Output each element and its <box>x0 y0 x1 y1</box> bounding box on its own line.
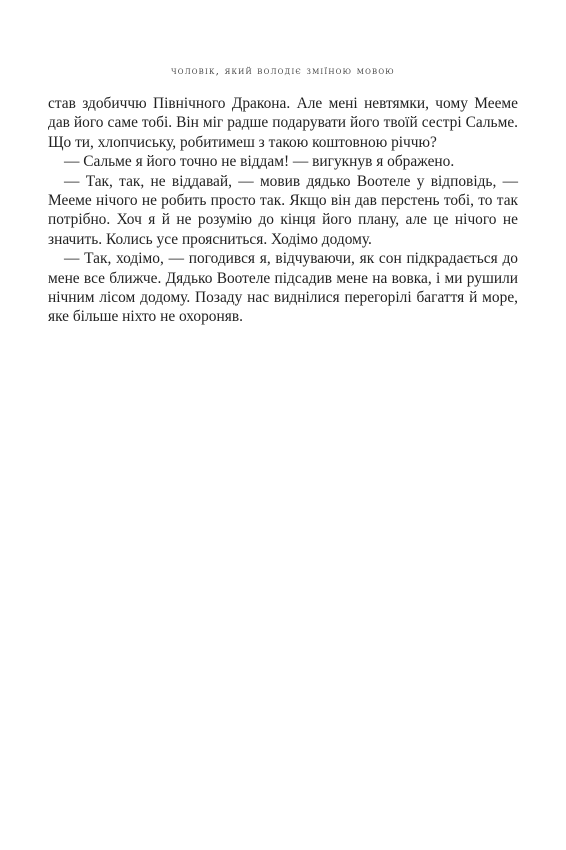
paragraph-dialogue-2: — Так, так, не віддавай, — мовив дядько Воотеле у відповідь, — Мееме нічого не робить просто так. Якщо він дав перстень тобі, то так потрібно. Хоч я й не розумію до кінця його плану, але це нічого не значить. Колись усе проясниться. Ходімо додому. <box>48 172 518 248</box>
paragraph-dialogue-1: — Сальме я його точно не віддам! — вигукнув я ображено. <box>64 153 455 171</box>
body-text <box>48 94 518 327</box>
paragraph-continuation: став здобиччю Північного Дракона. Але мені невтямки, чому Мееме дав його саме тобі. Він міг радше подарувати його твоїй сестрі Сальме. Що ти, хлопчиську, робитимеш з такою коштовною річчю? <box>48 95 518 151</box>
running-head: чоловік, який володіє зміїною мовою <box>171 65 395 77</box>
paragraph-dialogue-3: — Так, ходімо, — погодився я, відчуваючи, як сон підкрадається до мене все ближче. Дядько Воотеле підсадив мене на вовка, і ми рушили нічним лісом додому. Позаду нас виднілися перегорілі багаття й море, яке більше ніхто не охороняв. <box>48 250 518 326</box>
